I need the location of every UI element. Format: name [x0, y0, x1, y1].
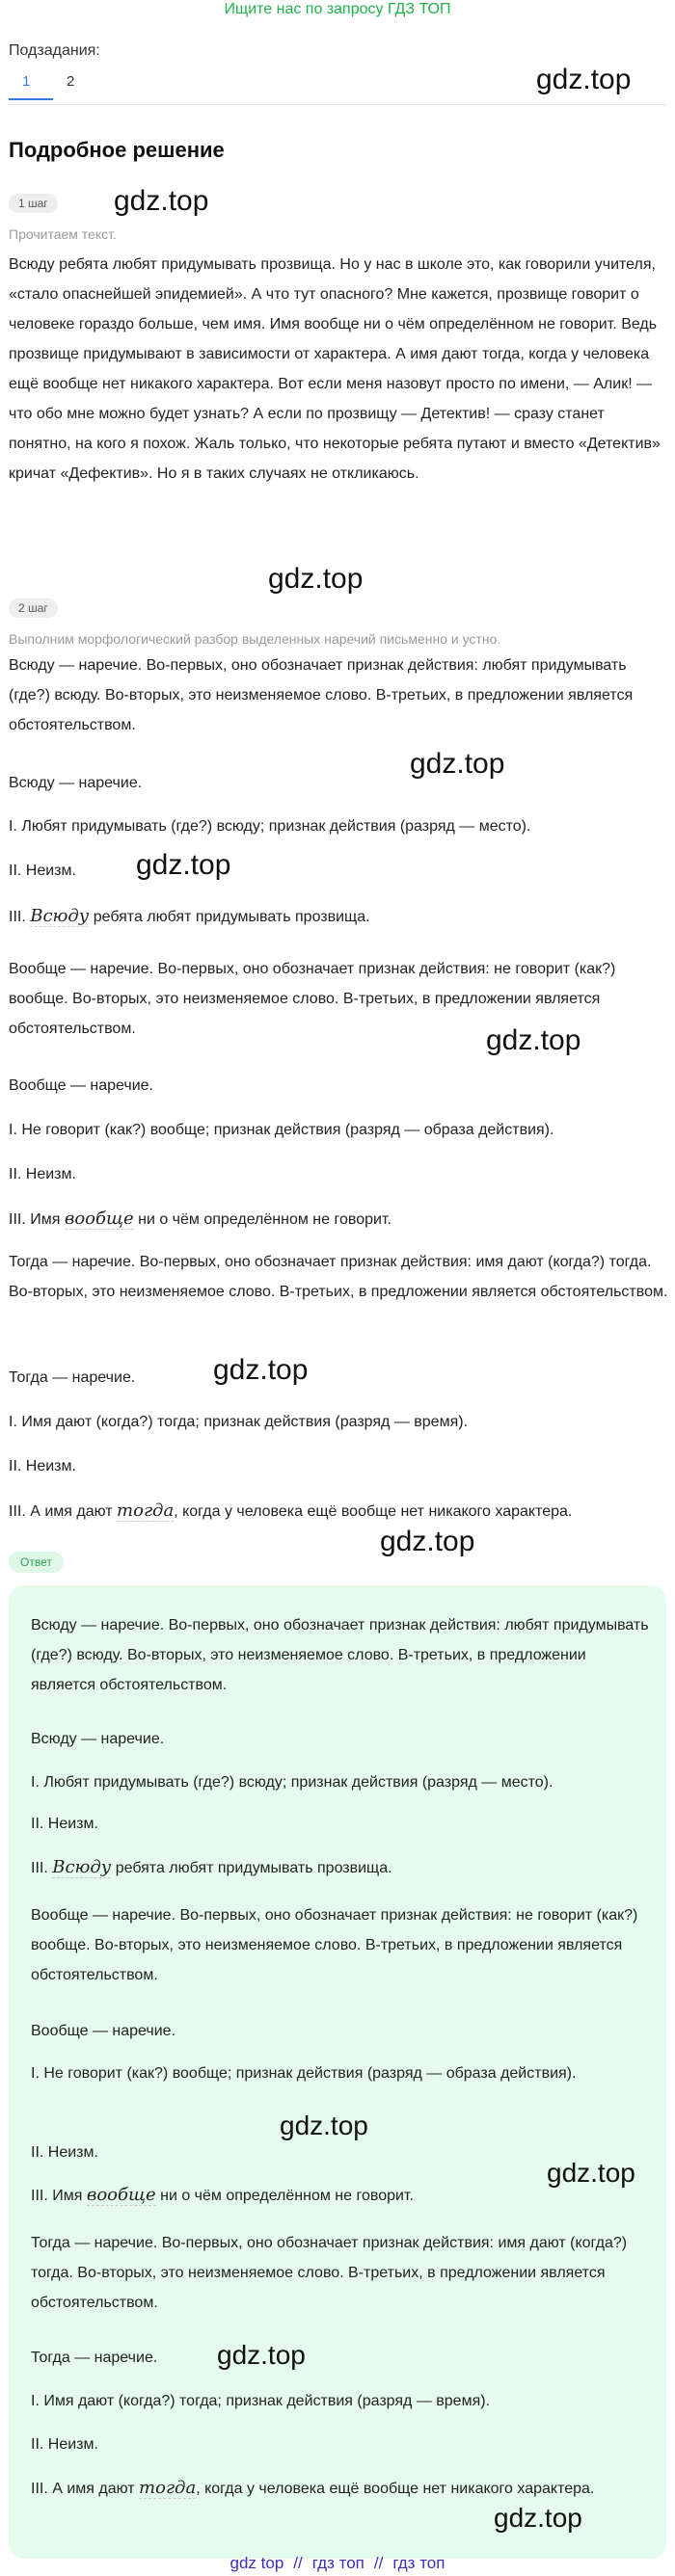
answer-togda-point-1: I. Имя дают (когда?) тогда; признак действия (разряд — время). — [31, 2393, 491, 2409]
handwritten-word: вообще — [64, 1208, 134, 1229]
answer-vsyudu-point-3: III. Всюду ребята любят придумывать прозвища. — [31, 1857, 392, 1877]
answer-badge: Ответ — [9, 1552, 64, 1573]
voobshche-point-1: I. Не говорит (как?) вообще; признак действия (разряд — образа действия). — [9, 1122, 554, 1138]
answer-voobshche-point-3: III. Имя вообще ни о чём определённом не говорит. — [31, 2185, 414, 2205]
watermark: gdz.top — [280, 2111, 368, 2140]
footer-link[interactable]: гдз топ — [392, 2554, 446, 2572]
handwritten-word: тогда — [139, 2478, 197, 2498]
togda-point-3: III. А имя дают тогда, когда у человека ещё вообще нет никакого характера. — [9, 1500, 573, 1521]
step-2-note: Выполним морфологический разбор выделенных наречий письменно и устно. — [9, 631, 501, 647]
vsyudu-point-2: II. Неизм. — [9, 863, 76, 879]
answer-voobshche-point-2: II. Неизм. — [31, 2144, 98, 2161]
subtask-tab-1[interactable]: 1 — [9, 73, 53, 100]
togda-point-2: II. Неизм. — [9, 1458, 76, 1474]
vsyudu-point-3: III. Всюду ребята любят придумывать прозвища. — [9, 906, 370, 926]
voobshche-point-3: III. Имя вообще ни о чём определённом не говорит. — [9, 1208, 392, 1229]
handwritten-word: Всюду — [52, 1857, 112, 1877]
togda-head: Тогда — наречие. — [9, 1369, 136, 1386]
handwritten-word: вообще — [86, 2185, 156, 2205]
subtask-tab-2[interactable]: 2 — [67, 73, 75, 90]
togda-description: Тогда — наречие. Во-первых, оно обозначает признак действия: имя дают (когда?) тогда. Во-вторых, это неизменяемое слово. В-третьих, в предложении является обстоятельством. — [9, 1254, 668, 1300]
footer-link[interactable]: гдз топ — [311, 2554, 364, 2572]
answer-togda-point-3: III. А имя дают тогда, когда у человека ещё вообще нет никакого характера. — [31, 2478, 595, 2498]
step-1-badge: 1 шаг — [9, 194, 58, 213]
footer-link[interactable]: gdz top — [230, 2554, 284, 2572]
vsyudu-point-1: I. Любят придумывать (где?) всюду; признак действия (разряд — место). — [9, 818, 531, 835]
watermark: gdz.top — [494, 2503, 582, 2533]
answer-voobshche-description: Вообще — наречие. Во-первых, оно обозначает признак действия: не говорит (как?) вообще. Во-вторых, это неизменяемое слово. В-третьих, в предложении является обстоятельством. — [31, 1907, 638, 1983]
subtasks-label: Подзадания: — [9, 42, 100, 59]
watermark: gdz.top — [536, 64, 632, 95]
watermark: gdz.top — [547, 2158, 635, 2188]
togda-point-1: I. Имя дают (когда?) тогда; признак действия (разряд — время). — [9, 1414, 469, 1430]
watermark: gdz.top — [486, 1024, 581, 1056]
answer-vsyudu-point-2: II. Неизм. — [31, 1816, 98, 1832]
answer-voobshche-head: Вообще — наречие. — [31, 2023, 176, 2039]
footer-links — [0, 2554, 675, 2573]
voobshche-point-2: II. Неизм. — [9, 1166, 76, 1182]
answer-togda-point-2: II. Неизм. — [31, 2436, 98, 2453]
vsyudu-description: Всюду — наречие. Во-первых, оно обозначает признак действия: любят придумывать (где?) всюду. Во-вторых, это неизменяемое слово. В-третьих, в предложении является обстоятельством. — [9, 657, 634, 733]
watermark: gdz.top — [114, 185, 209, 217]
search-us-link[interactable]: Ищите нас по запросу ГДЗ ТОП — [224, 1, 451, 17]
handwritten-word: Всюду — [30, 906, 90, 926]
voobshche-description: Вообще — наречие. Во-первых, оно обозначает признак действия: не говорит (как?) вообще. Во-вторых, это неизменяемое слово. В-третьих, в предложении является обстоятельством. — [9, 961, 616, 1037]
answer-voobshche-point-1: I. Не говорит (как?) вообще; признак действия (разряд — образа действия). — [31, 2065, 577, 2082]
answer-vsyudu-description: Всюду — наречие. Во-первых, оно обозначает признак действия: любят придумывать (где?) всюду. Во-вторых, это неизменяемое слово. В-третьих, в предложении является обстоятельством. — [31, 1617, 649, 1693]
footer-separator: // — [293, 2554, 303, 2572]
watermark: gdz.top — [136, 849, 231, 881]
answer-vsyudu-point-1: I. Любят придумывать (где?) всюду; признак действия (разряд — место). — [31, 1774, 554, 1791]
watermark: gdz.top — [268, 563, 364, 595]
voobshche-head: Вообще — наречие. — [9, 1077, 154, 1094]
handwritten-word: тогда — [117, 1500, 175, 1521]
watermark: gdz.top — [380, 1526, 475, 1557]
step-2-badge: 2 шаг — [9, 598, 58, 618]
answer-togda-head: Тогда — наречие. — [31, 2350, 158, 2366]
watermark: gdz.top — [217, 2340, 306, 2370]
vsyudu-head: Всюду — наречие. — [9, 775, 143, 791]
answer-vsyudu-head: Всюду — наречие. — [31, 1731, 165, 1747]
divider — [9, 104, 666, 105]
step-1-note: Прочитаем текст. — [9, 226, 117, 242]
watermark: gdz.top — [213, 1354, 309, 1386]
watermark: gdz.top — [410, 748, 505, 780]
subtask-tabs — [9, 73, 95, 100]
footer-separator: // — [373, 2554, 384, 2572]
answer-togda-description: Тогда — наречие. Во-первых, оно обозначает признак действия: имя дают (когда?) тогда. Во-вторых, это неизменяемое слово. В-третьих, в предложении является обстоятельством. — [31, 2235, 628, 2311]
solution-title: Подробное решение — [9, 138, 225, 162]
step-1-text: Всюду ребята любят придумывать прозвища. Но у нас в школе это, как говорили учителя, «стало опаснейшей эпидемией». А что тут опасного? Мне кажется, прозвище говорит о человеке гораздо больше, чем имя. Имя вообще ни о чём определённом не говорит. Ведь прозвище придумывают в зависимости от характера. А имя дают тогда, когда у человека ещё вообще нет никакого характера. Вот если меня назовут просто по имени, — Алик! — что обо мне можно будет узнать? А если по прозвищу — Детектив! — сразу станет понятно, на кого я похож. Жаль только, что некоторые ребята путают и вместо «Детектив» кричат «Дефектив». Но я в таких случаях не откликаюсь. — [9, 256, 661, 482]
